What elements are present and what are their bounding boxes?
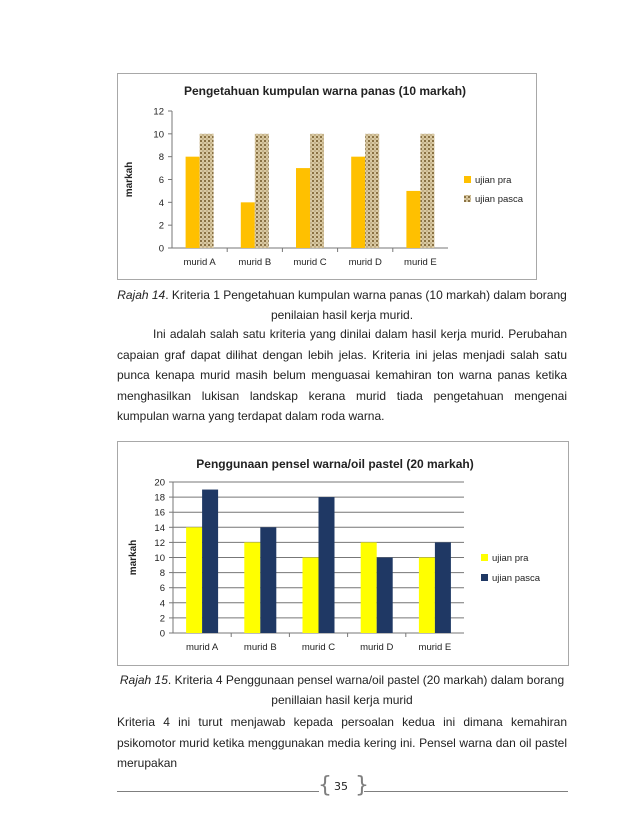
c1-title: Pengetahuan kumpulan warna panas (10 markah) <box>183 84 467 98</box>
c2-bar-pra <box>361 542 377 633</box>
c2-ytick-label: 20 <box>154 477 165 489</box>
c1-bar-pra <box>186 157 200 248</box>
c2-ytick-label: 16 <box>154 507 165 519</box>
c2-xtick-label: murid C <box>301 642 336 653</box>
c1-bar-pasca <box>365 134 379 248</box>
c2-ylabel: markah <box>128 539 139 576</box>
c2-bar-pasca <box>202 490 218 633</box>
chart-warna-panas <box>117 73 537 280</box>
c1-bar-pra <box>351 157 365 248</box>
footer-rule-right <box>364 791 568 792</box>
c1-xtick-label: murid D <box>348 257 382 268</box>
chart-warna-panas-svg <box>118 74 536 279</box>
c1-bar-pasca <box>255 134 269 248</box>
c2-ytick-label: 12 <box>154 537 165 549</box>
c1-legend-swatch <box>464 195 471 202</box>
c2-legend-swatch <box>481 554 488 561</box>
c2-ytick-label: 4 <box>159 598 165 610</box>
paragraph-1 <box>117 324 567 427</box>
footer-bracket-right: } <box>355 773 369 798</box>
figure-14-text: . Kriteria 1 Pengetahuan kumpulan warna panas (10 markah) dalam borang <box>165 288 567 302</box>
c1-legend-label: ujian pasca <box>475 194 524 205</box>
c2-bar-pasca <box>319 497 335 633</box>
c2-xtick-label: murid E <box>418 642 452 653</box>
c2-ytick-label: 0 <box>159 628 165 640</box>
c2-bar-pra <box>244 542 260 633</box>
c2-xtick-label: murid D <box>360 642 394 653</box>
c1-bar-pasca <box>310 134 324 248</box>
c1-ytick-label: 2 <box>158 220 164 232</box>
c1-legend-swatch <box>464 176 471 183</box>
figure-14-label: Rajah 14 <box>117 288 166 302</box>
c2-bar-pasca <box>260 527 276 633</box>
c1-xtick-label: murid C <box>293 257 327 268</box>
c1-ytick-label: 4 <box>158 197 164 209</box>
figure-15-text: . Kriteria 4 Penggunaan pensel warna/oil pastel (20 markah) dalam borang <box>167 673 565 687</box>
c1-bar-pasca <box>200 134 214 248</box>
page-number: 35 <box>334 780 348 793</box>
c1-ylabel: markah <box>124 161 135 198</box>
c2-bar-pra <box>419 558 435 634</box>
c1-xtick-label: murid B <box>238 257 272 268</box>
c2-legend-label: ujian pasca <box>492 573 541 584</box>
chart-pensel-warna <box>117 441 569 666</box>
footer-bracket-left: { <box>318 773 332 798</box>
c1-ytick-label: 10 <box>153 129 164 141</box>
figure-14-text-line2: penilaian hasil kerja murid. <box>270 308 414 322</box>
figure-15-caption <box>117 670 567 710</box>
figure-15-label: Rajah 15 <box>119 673 168 687</box>
c2-legend-label: ujian pra <box>492 553 529 564</box>
figure-15-text-line2: penillaian hasil kerja murid <box>271 693 413 707</box>
c1-ytick-label: 8 <box>158 152 164 164</box>
c1-bar-pasca <box>420 134 434 248</box>
c1-ytick-label: 6 <box>158 175 164 186</box>
c2-bar-pasca <box>377 558 393 634</box>
c2-title: Penggunaan pensel warna/oil pastel (20 markah) <box>196 457 474 471</box>
c2-legend-swatch <box>481 574 488 581</box>
c1-ytick-label: 0 <box>158 243 164 255</box>
c1-bar-pra <box>296 168 310 248</box>
c2-bar-pasca <box>435 542 451 633</box>
c2-ytick-label: 8 <box>159 568 165 580</box>
c1-xtick-label: murid E <box>404 257 437 268</box>
chart-pensel-warna-svg <box>118 442 568 665</box>
c1-legend-label: ujian pra <box>475 175 512 186</box>
c2-bar-pra <box>186 527 202 633</box>
c1-ytick-label: 12 <box>153 106 164 118</box>
c2-ytick-label: 14 <box>154 522 165 534</box>
c2-xtick-label: murid B <box>243 642 277 653</box>
c2-ytick-label: 10 <box>154 553 165 564</box>
c1-xtick-label: murid A <box>183 257 216 268</box>
c1-bar-pra <box>406 191 420 248</box>
c2-ytick-label: 6 <box>159 583 165 595</box>
c2-xtick-label: murid A <box>185 642 219 653</box>
paragraph-2 <box>117 712 567 774</box>
figure-14-caption <box>117 285 567 325</box>
c2-ytick-label: 18 <box>154 492 165 504</box>
c2-bar-pra <box>303 558 319 634</box>
paragraph-1-text: Ini adalah salah satu kriteria yang dinilai dalam hasil kerja murid. Perubahan capaian graf dapat dilihat dengan lebih jelas. Kriteria ini jelas menjadi salah satu punca kenapa murid masih belum menguasai kemahiran ton warna panas ketika menghasilkan lukisan landskap kerana murid tiada pengetahuan mengenai kumpulan warna yang terdapat dalam roda warna. <box>117 327 567 423</box>
paragraph-2-text: Kriteria 4 ini turut menjawab kepada persoalan kedua ini dimana kemahiran psikomotor murid ketika menggunakan media kering ini. Pensel warna dan oil pastel merupakan <box>117 715 567 770</box>
c2-ytick-label: 2 <box>159 613 165 625</box>
c1-bar-pra <box>241 202 255 248</box>
footer-rule-left <box>117 791 319 792</box>
